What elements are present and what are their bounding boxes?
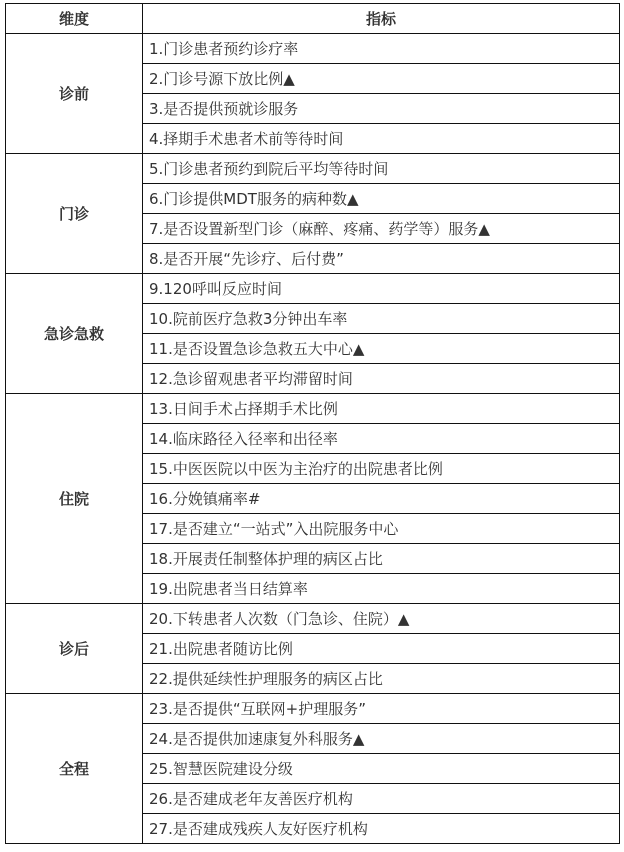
header-dimension: 维度	[6, 4, 143, 34]
table-row	[6, 604, 620, 634]
indicator-table	[5, 3, 620, 844]
indicator-cell: 3.是否提供预就诊服务	[143, 94, 620, 124]
indicator-cell: 23.是否提供“互联网+护理服务”	[143, 694, 620, 724]
indicator-cell: 2.门诊号源下放比例▲	[143, 64, 620, 94]
dimension-cell-outpatient: 门诊	[6, 154, 143, 274]
indicator-cell: 11.是否设置急诊急救五大中心▲	[143, 334, 620, 364]
dimension-cell-whole-process: 全程	[6, 694, 143, 844]
dimension-cell-post-visit: 诊后	[6, 604, 143, 694]
indicator-cell: 5.门诊患者预约到院后平均等待时间	[143, 154, 620, 184]
indicator-cell: 26.是否建成老年友善医疗机构	[143, 784, 620, 814]
header-indicator: 指标	[143, 4, 620, 34]
indicator-cell: 1.门诊患者预约诊疗率	[143, 34, 620, 64]
indicator-cell: 20.下转患者人次数（门急诊、住院）▲	[143, 604, 620, 634]
header-row	[6, 4, 620, 34]
indicator-cell: 15.中医医院以中医为主治疗的出院患者比例	[143, 454, 620, 484]
indicator-cell: 9.120呼叫反应时间	[143, 274, 620, 304]
indicator-cell: 13.日间手术占择期手术比例	[143, 394, 620, 424]
indicator-cell: 4.择期手术患者术前等待时间	[143, 124, 620, 154]
indicator-cell: 25.智慧医院建设分级	[143, 754, 620, 784]
table-row	[6, 34, 620, 64]
indicator-cell: 24.是否提供加速康复外科服务▲	[143, 724, 620, 754]
table-row	[6, 694, 620, 724]
indicator-cell: 22.提供延续性护理服务的病区占比	[143, 664, 620, 694]
indicator-cell: 6.门诊提供MDT服务的病种数▲	[143, 184, 620, 214]
indicator-cell: 12.急诊留观患者平均滞留时间	[143, 364, 620, 394]
indicator-cell: 16.分娩镇痛率#	[143, 484, 620, 514]
table-row	[6, 394, 620, 424]
indicator-cell: 8.是否开展“先诊疗、后付费”	[143, 244, 620, 274]
indicator-cell: 27.是否建成残疾人友好医疗机构	[143, 814, 620, 844]
table-row	[6, 274, 620, 304]
indicator-cell: 10.院前医疗急救3分钟出车率	[143, 304, 620, 334]
indicator-cell: 18.开展责任制整体护理的病区占比	[143, 544, 620, 574]
dimension-cell-emergency: 急诊急救	[6, 274, 143, 394]
dimension-cell-inpatient: 住院	[6, 394, 143, 604]
table-row	[6, 154, 620, 184]
indicator-cell: 21.出院患者随访比例	[143, 634, 620, 664]
dimension-cell-pre-visit: 诊前	[6, 34, 143, 154]
indicator-cell: 17.是否建立“一站式”入出院服务中心	[143, 514, 620, 544]
indicator-cell: 14.临床路径入径率和出径率	[143, 424, 620, 454]
indicator-cell: 7.是否设置新型门诊（麻醉、疼痛、药学等）服务▲	[143, 214, 620, 244]
indicator-cell: 19.出院患者当日结算率	[143, 574, 620, 604]
